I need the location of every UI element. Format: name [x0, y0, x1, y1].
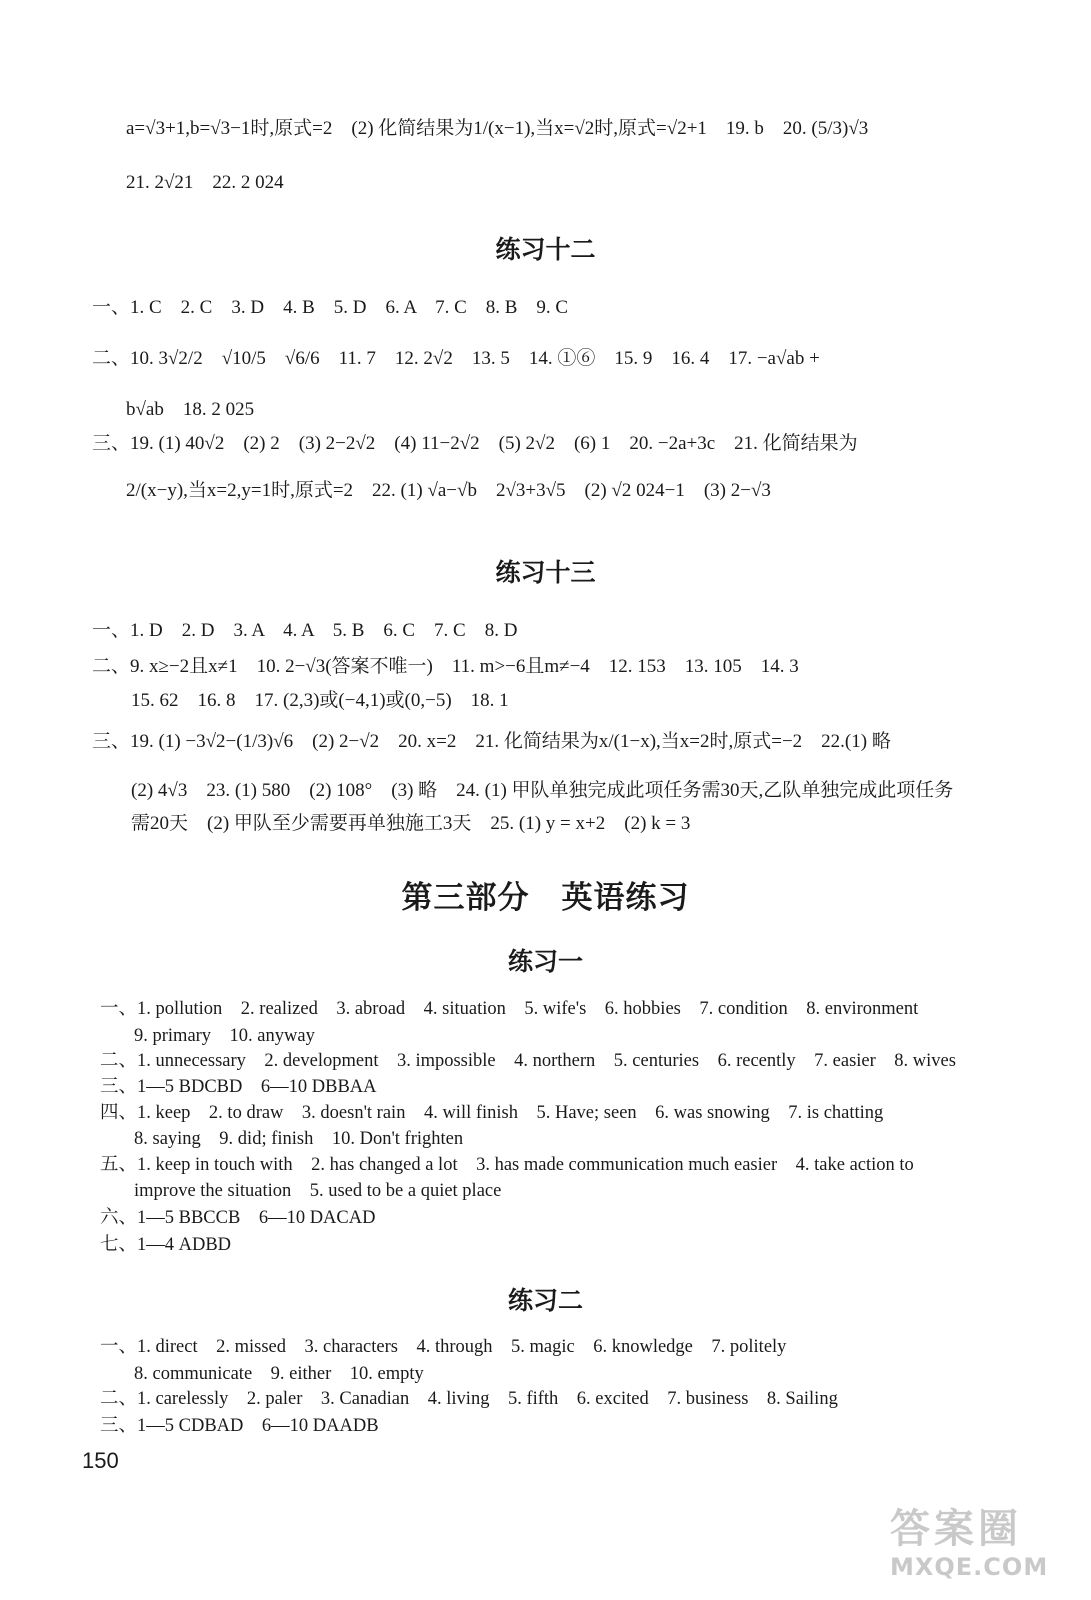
watermark-logo [890, 1505, 1080, 1595]
answer-line: 2/(x−y),当x=2,y=1时,原式=2 22. (1) √a−√b 2√3+3√5 (2) √2 024−1 (3) 2−√3 [126, 480, 771, 501]
section-title: 练习一 [507, 947, 583, 976]
section-title: 练习十二 [495, 235, 596, 264]
section-title: 练习十三 [495, 558, 596, 587]
answer-line: 三、19. (1) −3√2−(1/3)√6 (2) 2−√2 20. x=2 21. 化简结果为x/(1−x),当x=2时,原式=−2 22.(1) 略 [92, 731, 891, 752]
answer-line: 一、1. pollution 2. realized 3. abroad 4. situation 5. wife's 6. hobbies 7. condition 8. environment [100, 999, 919, 1019]
answer-line: 五、1. keep in touch with 2. has changed a lot 3. has made communication much easier 4. take action to [100, 1155, 914, 1175]
answer-line: 三、1—5 CDBAD 6—10 DAADB [100, 1416, 379, 1436]
page-number: 150 [82, 1448, 119, 1473]
answer-line: 一、1. C 2. C 3. D 4. B 5. D 6. A 7. C 8. B 9. C [92, 297, 569, 318]
answer-line: a=√3+1,b=√3−1时,原式=2 (2) 化简结果为1/(x−1),当x=√2时,原式=√2+1 19. b 20. (5/3)√3 [126, 118, 869, 139]
answer-line: 六、1—5 BBCCB 6—10 DACAD [100, 1208, 376, 1228]
answer-line: improve the situation 5. used to be a quiet place [134, 1181, 502, 1201]
answer-line: 需20天 (2) 甲队至少需要再单独施工3天 25. (1) y = x+2 (2) k = 3 [131, 813, 691, 834]
answer-line: 二、10. 3√2/2 √10/5 √6/6 11. 7 12. 2√2 13. 5 14. ①⑥ 15. 9 16. 4 17. −a√ab + [92, 348, 820, 369]
watermark-url: MXQE.COM [890, 1553, 1049, 1581]
answer-line: (2) 4√3 23. (1) 580 (2) 108° (3) 略 24. (1) 甲队单独完成此项任务需30天,乙队单独完成此项任务 [131, 780, 954, 801]
part-title: 第三部分 英语练习 [401, 880, 690, 916]
section-title: 练习二 [507, 1286, 583, 1315]
answer-line: 9. primary 10. anyway [134, 1026, 315, 1046]
answer-line: 四、1. keep 2. to draw 3. doesn't rain 4. will finish 5. Have; seen 6. was snowing 7. is chatting [100, 1103, 884, 1123]
answer-line: 三、19. (1) 40√2 (2) 2 (3) 2−2√2 (4) 11−2√2 (5) 2√2 (6) 1 20. −2a+3c 21. 化简结果为 [92, 433, 858, 454]
answer-line: 二、1. unnecessary 2. development 3. impossible 4. northern 5. centuries 6. recently 7. easier 8. wives [100, 1051, 956, 1071]
answer-line: 8. communicate 9. either 10. empty [134, 1364, 424, 1384]
answer-line: b√ab 18. 2 025 [126, 399, 255, 420]
answer-line: 21. 2√21 22. 2 024 [126, 172, 284, 193]
answer-line: 一、1. direct 2. missed 3. characters 4. through 5. magic 6. knowledge 7. politely [100, 1337, 787, 1357]
answer-line: 二、1. carelessly 2. paler 3. Canadian 4. living 5. fifth 6. excited 7. business 8. Sailing [100, 1389, 838, 1409]
answer-line: 七、1—4 ADBD [100, 1235, 232, 1255]
watermark-text: 答案圈 [890, 1506, 1022, 1552]
answer-line: 一、1. D 2. D 3. A 4. A 5. B 6. C 7. C 8. D [92, 620, 518, 641]
answer-line: 15. 62 16. 8 17. (2,3)或(−4,1)或(0,−5) 18. 1 [131, 690, 509, 711]
answer-line: 三、1—5 BDCBD 6—10 DBBAA [100, 1077, 377, 1097]
answer-line: 二、9. x≥−2且x≠1 10. 2−√3(答案不唯一) 11. m>−6且m≠−4 12. 153 13. 105 14. 3 [92, 656, 799, 677]
answer-line: 8. saying 9. did; finish 10. Don't frighten [134, 1129, 464, 1149]
